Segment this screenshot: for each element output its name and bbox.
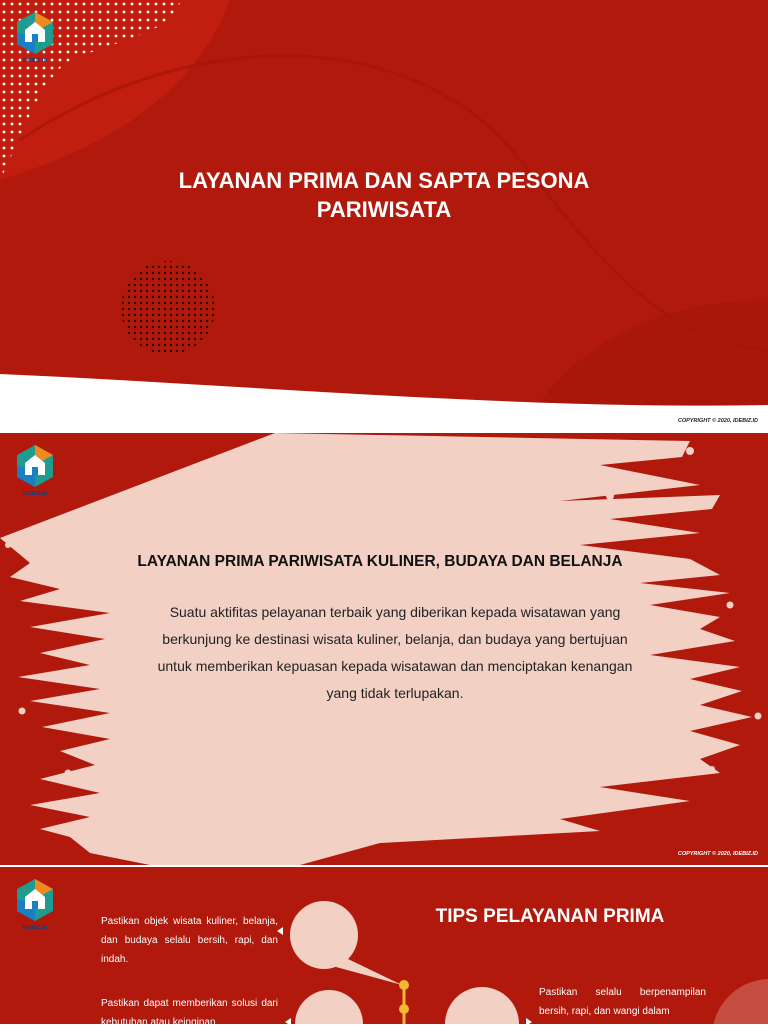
slide-divider [0, 865, 768, 866]
house-logo-icon [14, 10, 56, 58]
copyright-text: COPYRIGHT © 2020, IDEBIZ.ID [677, 418, 758, 424]
idebiz-logo [14, 10, 56, 66]
idebiz-logo [14, 443, 56, 499]
slide2-title: LAYANAN PRIMA PARIWISATA KULINER, BUDAYA DAN BELANJA [137, 553, 623, 570]
tip-text-1: Pastikan objek wisata kuliner, belanja, dan budaya selalu bersih, rapi, dan indah. [101, 916, 278, 965]
slide1-title: LAYANAN PRIMA DAN SAPTA PESONA PARIWISATA [178, 168, 590, 222]
slide-title [0, 0, 768, 432]
tip-text-3: Pastikan selalu berpenampilan bersih, rapi, dan wangi dalam [539, 987, 706, 1017]
idebiz-logo [14, 877, 56, 933]
tip-text-2: Pastikan dapat memberikan solusi dari kebutuhan atau keinginan [101, 998, 278, 1028]
tip-bubble-2 [295, 990, 363, 1024]
copyright-text: COPYRIGHT © 2020, IDEBIZ.ID [677, 851, 758, 857]
slide3-title: TIPS PELAYANAN PRIMA [435, 906, 665, 927]
house-logo-icon [14, 877, 56, 925]
tip-bubble-3 [445, 987, 519, 1024]
logo-caption: IDEBIZ.ID [22, 58, 48, 64]
slide2-body: Suatu aktifitas pelayanan terbaik yang diberikan kepada wisatawan yang berkunjung ke destinasi wisata kuliner, belanja, dan budaya yang bertujuan untuk memberikan kepuasan kepada wisatawan dan menciptakan kenangan yang tidak terlupakan. [157, 604, 633, 701]
logo-caption: IDEBIZ.ID [22, 491, 48, 497]
logo-caption: IDEBIZ.ID [22, 925, 48, 931]
tip-bubble-1 [290, 901, 358, 969]
house-logo-icon [14, 443, 56, 491]
